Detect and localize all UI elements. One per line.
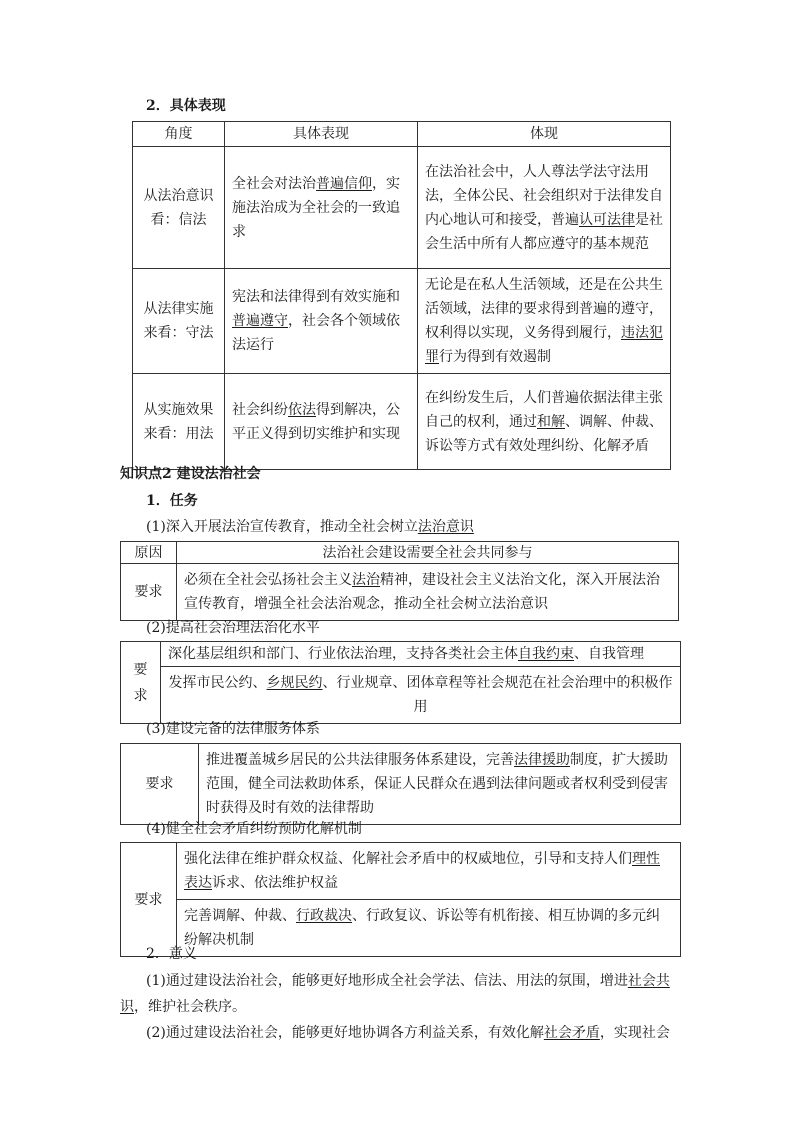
table-cell-performance: 全社会对法治普遍信仰，实施法治成为全社会的一致追求 bbox=[225, 147, 418, 269]
table-cell-angle: 从法治意识看：信法 bbox=[133, 147, 225, 269]
requirement-text: 推进覆盖城乡居民的公共法律服务体系建设，完善法律援助制度，扩大援助范围，健全司法救助体系，保证人民群众在遇到法律问题或者权利受到侵害时获得及时有效的法律帮助 bbox=[199, 744, 681, 825]
table-cell-embodiment: 在法治社会中，人人尊法学法守法用法，全体公民、社会组织对于法律发自内心地认可和接受，普遍认可法律是社会生活中所有人都应遵守的基本规范 bbox=[418, 147, 671, 269]
requirement-text: 完善调解、仲裁、行政裁决、行政复议、诉讼等有机衔接、相互协调的多元纠纷解决机制 bbox=[177, 900, 681, 957]
table-cell-angle: 从法律实施来看：守法 bbox=[133, 269, 225, 374]
tasks-heading: 1．任务 bbox=[146, 493, 198, 509]
requirement-label: 要求 bbox=[121, 744, 199, 825]
task3-title: (3)建设完备的法律服务体系 bbox=[146, 721, 320, 737]
table-header-performance: 具体表现 bbox=[225, 122, 418, 147]
task2-title: (2)提高社会治理法治化水平 bbox=[146, 620, 320, 636]
reason-text: 法治社会建设需要全社会共同参与 bbox=[177, 542, 679, 564]
table-cell-performance: 社会纠纷依法得到解决，公平正义得到切实维护和实现 bbox=[225, 374, 418, 470]
section-heading-specific-performance: 2．具体表现 bbox=[146, 98, 226, 114]
performance-table bbox=[132, 121, 671, 470]
task2-table bbox=[120, 641, 681, 724]
task4-table bbox=[120, 842, 681, 957]
requirement-text: 必须在全社会弘扬社会主义法治精神，建设社会主义法治文化，深入开展法治宣传教育，增强全社会法治观念，推动全社会树立法治意识 bbox=[177, 564, 679, 621]
task1-title: (1)深入开展法治宣传教育，推动全社会树立法治意识 bbox=[146, 519, 474, 535]
meaning-paragraph-1: (1)通过建设法治社会，能够更好地形成全社会学法、信法、用法的氛围，增进社会共识，维护社会秩序。 bbox=[120, 973, 670, 1015]
table-cell-embodiment: 在纠纷发生后，人们普遍依据法律主张自己的权利，通过和解、调解、仲裁、诉讼等方式有效处理纠纷、化解矛盾 bbox=[418, 374, 671, 470]
table-cell-embodiment: 无论是在私人生活领域，还是在公共生活领域，法律的要求得到普遍的遵守，权利得以实现，义务得到履行，违法犯罪行为得到有效遏制 bbox=[418, 269, 671, 374]
knowledge-point-heading: 知识点2 建设法治社会 bbox=[120, 466, 261, 482]
reason-label: 原因 bbox=[121, 542, 177, 564]
table-header-embodiment: 体现 bbox=[418, 122, 671, 147]
requirement-label: 要求 bbox=[121, 642, 161, 724]
meaning-paragraph-2: (2)通过建设法治社会，能够更好地协调各方利益关系，有效化解社会矛盾，实现社会 bbox=[146, 1025, 670, 1041]
task3-table bbox=[120, 743, 681, 825]
task1-table bbox=[120, 541, 679, 621]
table-header-angle: 角度 bbox=[133, 122, 225, 147]
requirement-label: 要求 bbox=[121, 564, 177, 621]
meaning-heading: 2．意义 bbox=[146, 946, 197, 962]
requirement-text: 强化法律在维护群众权益、化解社会矛盾中的权威地位，引导和支持人们理性表达诉求、依法维护权益 bbox=[177, 843, 681, 900]
table-cell-performance: 宪法和法律得到有效实施和普遍遵守，社会各个领域依法运行 bbox=[225, 269, 418, 374]
requirement-label: 要求 bbox=[121, 843, 177, 957]
table-cell-angle: 从实施效果来看：用法 bbox=[133, 374, 225, 470]
requirement-text: 深化基层组织和部门、行业依法治理，支持各类社会主体自我约束、自我管理 bbox=[161, 642, 681, 667]
requirement-text: 发挥市民公约、乡规民约、行业规章、团体章程等社会规范在社会治理中的积极作用 bbox=[161, 667, 681, 724]
task4-title: (4)健全社会矛盾纠纷预防化解机制 bbox=[146, 821, 362, 837]
